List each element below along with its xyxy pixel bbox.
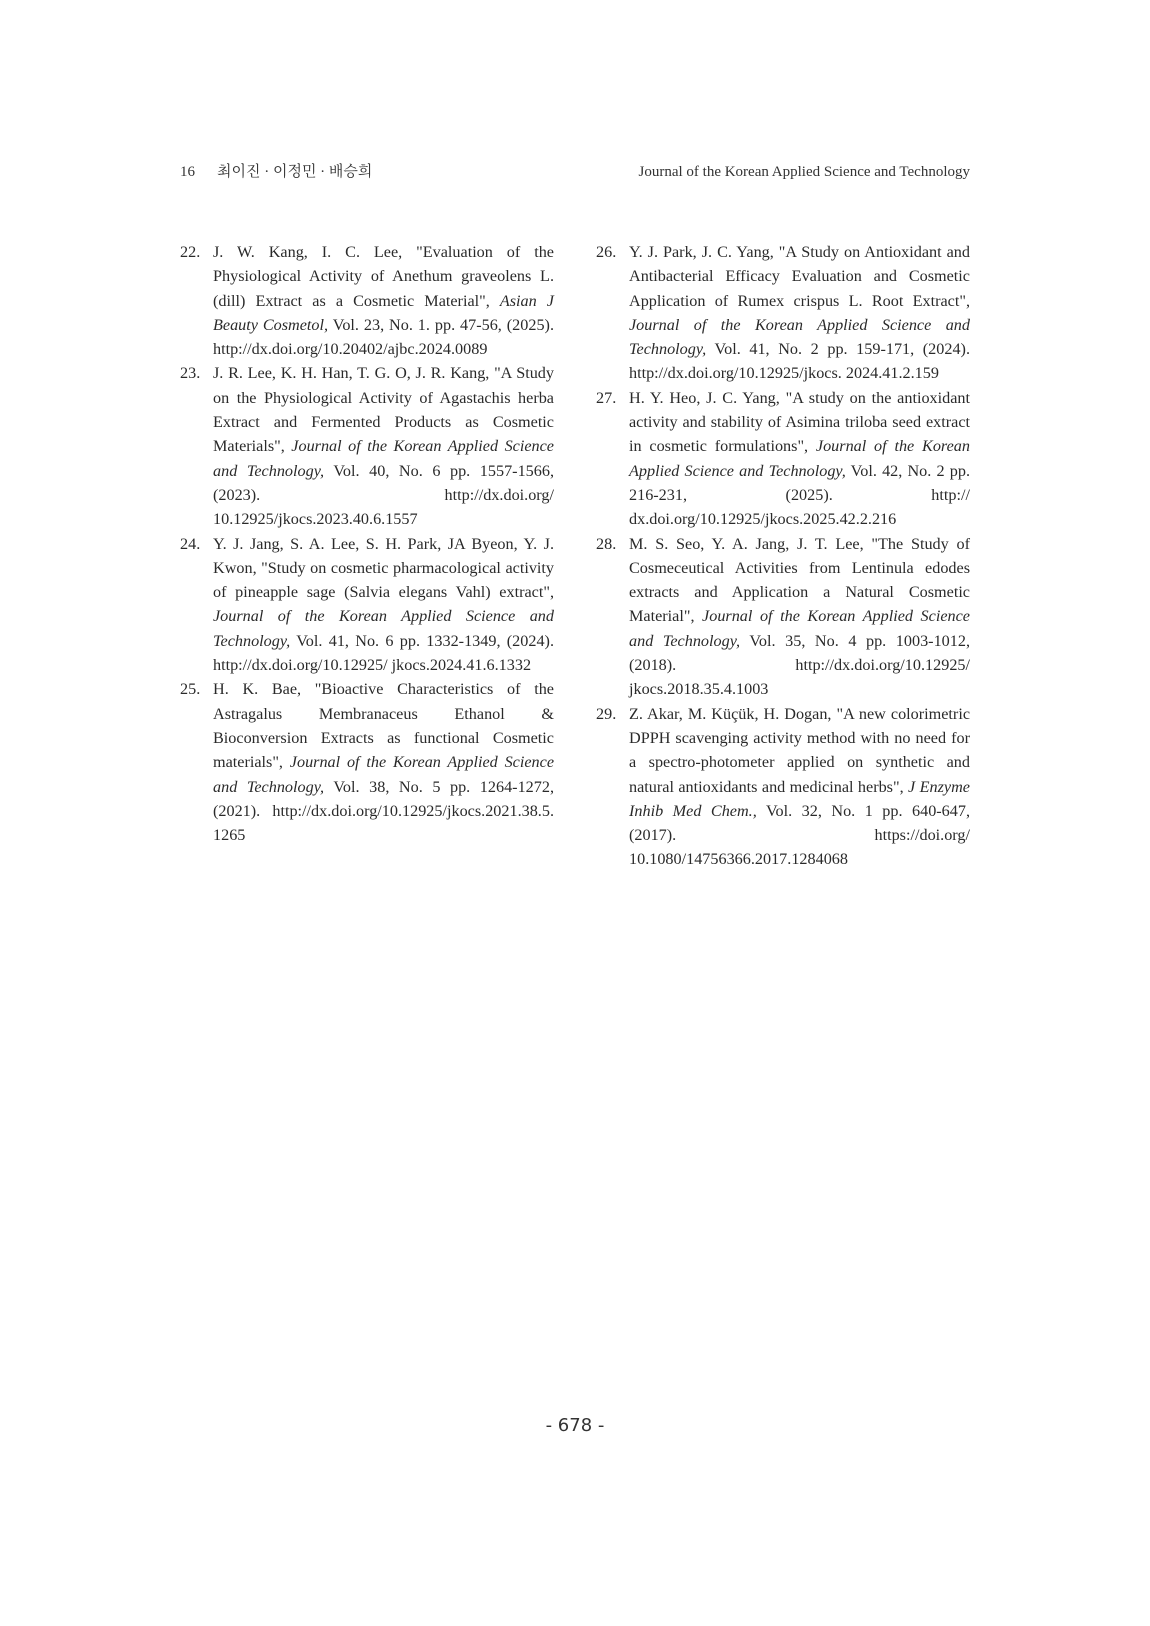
reference-number: 22.	[180, 243, 201, 261]
reference-journal: Journal of the Korean Applied Science and Technology,	[629, 437, 970, 480]
reference-number: 27.	[596, 388, 617, 407]
reference-text	[629, 702, 970, 872]
reference-authors-title: H. K. Bae, "Bioactive Characteristics of the Astragalus Membranaceus Ethanol & Bioconversion Extracts as functional Cosmetic materials",	[213, 680, 554, 772]
reference-23	[180, 361, 554, 531]
reference-journal: Asian J Beauty Cosmetol,	[213, 291, 554, 334]
reference-journal: J Enzyme Inhib Med Chem.,	[629, 777, 970, 820]
reference-22	[180, 240, 554, 361]
reference-number: 29.	[596, 704, 617, 723]
reference-list-left	[180, 240, 554, 872]
reference-authors-title: Y. J. Park, J. C. Yang, "A Study on Antioxidant and Antibacterial Efficacy Evaluation and Cosmetic Application of Rumex crispus L. Root Extract",	[629, 243, 970, 310]
reference-details: Vol. 23, No. 1. pp. 47-56, (2025). http://dx.doi.org/10.20402/ajbc.2024.0089	[213, 315, 554, 359]
reference-text	[213, 532, 554, 678]
reference-list-right	[596, 240, 970, 872]
page-number-top: 16	[180, 164, 195, 180]
reference-authors-title: Z. Akar, M. Küçük, H. Dogan, "A new colorimetric DPPH scavenging activity method with no need for a spectro-photometer applied on synthetic and natural antioxidants and medicinal herbs",	[629, 704, 970, 796]
reference-text	[213, 677, 554, 847]
running-head	[180, 160, 970, 182]
reference-text	[629, 240, 970, 386]
running-head-authors: 최이진 · 이정민 · 배승희	[217, 164, 373, 180]
reference-journal: Journal of the Korean Applied Science and Technology,	[213, 607, 554, 650]
reference-24	[180, 532, 554, 678]
reference-25	[180, 677, 554, 847]
reference-26	[596, 240, 970, 386]
reference-number: 26.	[596, 243, 617, 261]
reference-text	[213, 240, 554, 361]
reference-number: 24.	[180, 534, 201, 553]
running-head-journal: Journal of the Korean Applied Science and Technology	[638, 164, 970, 180]
reference-details: Vol. 41, No. 6 pp. 1332-1349, (2024). http://dx.doi.org/10.12925/ jkocs.2024.41.6.1332	[213, 631, 554, 675]
reference-details: Vol. 42, No. 2 pp. 216-231, (2025). http:// dx.doi.org/10.12925/jkocs.2025.42.2.216	[629, 461, 971, 529]
reference-authors-title: M. S. Seo, Y. A. Jang, J. T. Lee, "The Study of Cosmeceutical Activities from Lentinula edodes extracts and Application a Natural Cosmetic Material",	[629, 534, 970, 626]
running-head-left	[180, 160, 394, 181]
reference-text	[213, 361, 554, 531]
reference-text	[629, 532, 970, 702]
reference-authors-title: J. W. Kang, I. C. Lee, "Evaluation of the Physiological Activity of Anethum graveolens L. (dill) Extract as a Cosmetic Material",	[213, 243, 554, 310]
reference-details: Vol. 32, No. 1 pp. 640-647, (2017). https://doi.org/ 10.1080/14756366.2017.1284068	[629, 801, 971, 869]
reference-journal: Journal of the Korean Applied Science and Technology,	[213, 437, 554, 480]
reference-28	[596, 532, 970, 702]
reference-details: Vol. 38, No. 5 pp. 1264-1272, (2021). http://dx.doi.org/10.12925/jkocs.2021.38.5. 1265	[213, 777, 554, 845]
reference-journal: Journal of the Korean Applied Science and Technology,	[213, 753, 554, 796]
page-number-bottom: - 678 -	[545, 1415, 605, 1436]
reference-authors-title: Y. J. Jang, S. A. Lee, S. H. Park, JA Byeon, Y. J. Kwon, "Study on cosmetic pharmacological activity of pineapple sage (Salvia elegans Vahl) extract",	[213, 534, 554, 602]
reference-27	[596, 386, 970, 532]
reference-authors-title: H. Y. Heo, J. C. Yang, "A study on the antioxidant activity and stability of Asimina triloba seed extract in cosmetic formulations",	[629, 388, 970, 456]
reference-number: 28.	[596, 534, 617, 553]
reference-29	[596, 702, 970, 872]
reference-number: 25.	[180, 680, 201, 699]
reference-authors-title: J. R. Lee, K. H. Han, T. G. O, J. R. Kang, "A Study on the Physiological Activity of Agastachis herba Extract and Fermented Products as Cosmetic Materials",	[213, 364, 554, 456]
reference-details: Vol. 41, No. 2 pp. 159-171, (2024). http://dx.doi.org/10.12925/jkocs. 2024.41.2.159	[629, 340, 970, 383]
reference-columns	[180, 240, 970, 872]
reference-details: Vol. 35, No. 4 pp. 1003-1012, (2018). http://dx.doi.org/10.12925/ jkocs.2018.35.4.1003	[629, 631, 970, 699]
reference-text	[629, 386, 970, 532]
reference-number: 23.	[180, 364, 201, 383]
reference-journal: Journal of the Korean Applied Science and Technology,	[629, 607, 970, 650]
reference-journal: Journal of the Korean Applied Science and Technology,	[629, 315, 970, 359]
reference-details: Vol. 40, No. 6 pp. 1557-1566, (2023). http://dx.doi.org/ 10.12925/jkocs.2023.40.6.1557	[213, 461, 554, 529]
